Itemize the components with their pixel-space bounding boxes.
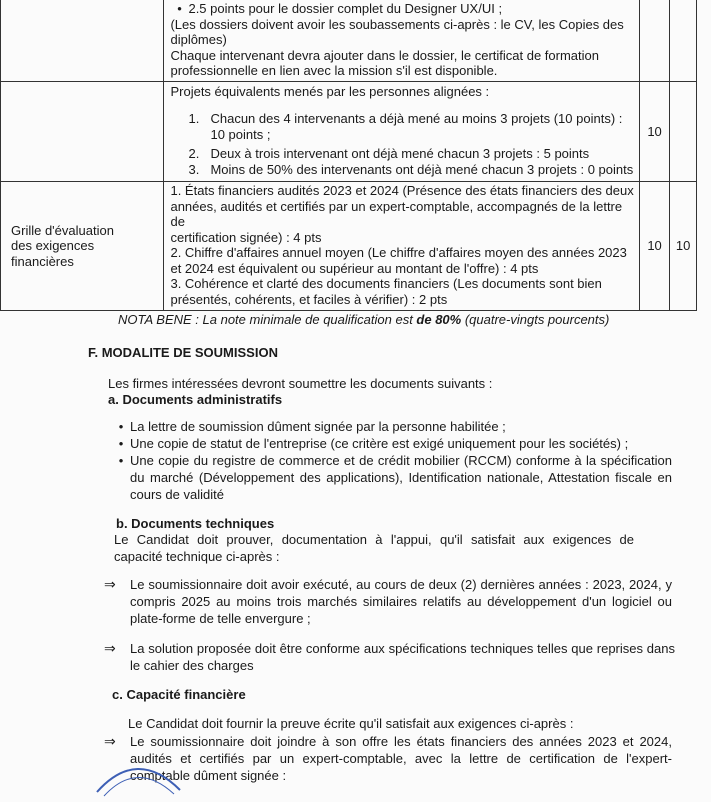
- list-item: 3. Moins de 50% des intervenants ont déjà mené chacun 3 projets : 0 points: [188, 161, 634, 177]
- table-row: Grille d'évaluation des exigences financières 1. États financiers audités 2023 et 2024 (Présence des états financiers des deux années, audités et certifiés par un expert-comptable, accompagnés de la lettre de certification signée) : 4 pts 2. Chiffre d'affaires annuel moyen (Le chiffre d'affaires moyen des années 2023 et 2024 est équivalent ou supérieur au montant de l'offre) : 4 pts 3. Cohérence et clarté des documents financiers (Les documents sont bien présentés, cohérents, et faciles à vérifier) : 2 pts 10 10: [1, 182, 697, 311]
- score-cell: 10: [639, 182, 670, 311]
- evaluation-table: [0, 0, 697, 311]
- section-b-intro: Le Candidat doit prouver, documentation à l'appui, qu'il satisfait aux exigences de capacité technique ci-après :: [114, 532, 634, 564]
- nota-bene: NOTA BENE : La note minimale de qualification est de 80% (quatre-vingts pourcents): [118, 312, 610, 327]
- row1-line: professionnelle en lien avec la mission s'il est disponible.: [170, 63, 498, 78]
- technical-requirement: Le soumissionnaire doit avoir exécuté, au cours de deux (2) dernières années : 2023, 2024, y compris 2025 au moins trois marchés similaires relatifs au développement d'un logiciel ou plate-forme de telle envergure ;: [130, 577, 672, 626]
- row2-intro: Projets équivalents menés par les personnes alignées :: [170, 83, 490, 99]
- financial-requirement: Le soumissionnaire doit joindre à son offre les états financiers des années 2023 et 2024, audités et certifiés par un expert-comptable, avec la lettre de certification de l'expert-comptable dûment signée :: [130, 734, 672, 783]
- table-row: [1, 0, 697, 81]
- bullet-icon: •: [177, 1, 182, 16]
- row1-line: (Les dossiers doivent avoir les soubassements ci-après : le CV, les Copies des: [170, 16, 624, 32]
- bullet-icon: •: [118, 436, 124, 451]
- admin-docs-list: [112, 418, 672, 503]
- section-c-title: c. Capacité financière: [112, 687, 246, 702]
- list-item: • Une copie de statut de l'entreprise (ce critère est exigé uniquement pour les sociétés) ;: [112, 435, 672, 452]
- section-b-title: b. Documents techniques: [116, 516, 275, 531]
- criterion-cell: Grille d'évaluation des exigences financières: [1, 182, 164, 311]
- list-item: • La lettre de soumission dûment signée par la personne habilitée ;: [112, 418, 672, 435]
- list-item: 1. Chacun des 4 intervenants a déjà mené au moins 3 projets (10 points) :: [188, 111, 623, 126]
- section-c-intro: Le Candidat doit fournir la preuve écrite qu'il satisfait aux exigences ci-après :: [128, 716, 574, 731]
- section-f-title: F. MODALITE DE SOUMISSION: [88, 345, 278, 360]
- technical-requirement: La solution proposée doit être conforme aux spécifications techniques telles que reprises dans le cahier des charges: [130, 641, 675, 673]
- section-f-intro: Les firmes intéressées devront soumettre les documents suivants :: [108, 376, 493, 391]
- list-item: 10 points ;: [210, 126, 271, 142]
- section-a-title: a. Documents administratifs: [108, 392, 283, 407]
- arrow-icon: ⇒: [104, 733, 116, 749]
- list-item: • Une copie du registre de commerce et de crédit mobilier (RCCM) conforme à la spécification du marché (Développement des applications), Identification nationale, Attestation fiscale en cours de validité: [112, 452, 672, 503]
- score-cell: 10: [670, 182, 697, 311]
- bullet-icon: •: [118, 419, 124, 434]
- table-row: [1, 81, 697, 182]
- bullet-icon: •: [118, 453, 124, 468]
- stamp-icon: [92, 752, 182, 802]
- arrow-icon: ⇒: [104, 640, 116, 656]
- score-cell: 10: [639, 81, 670, 182]
- list-item: • 2.5 points pour le dossier complet du Designer UX/UI ;: [170, 1, 634, 17]
- arrow-icon: ⇒: [104, 576, 116, 592]
- list-item: 2. Deux à trois intervenant ont déjà mené chacun 3 projets : 5 points: [188, 146, 590, 161]
- row1-line: diplômes): [170, 32, 227, 47]
- row1-line: Chaque intervenant devra ajouter dans le dossier, le certificat de formation: [170, 47, 599, 63]
